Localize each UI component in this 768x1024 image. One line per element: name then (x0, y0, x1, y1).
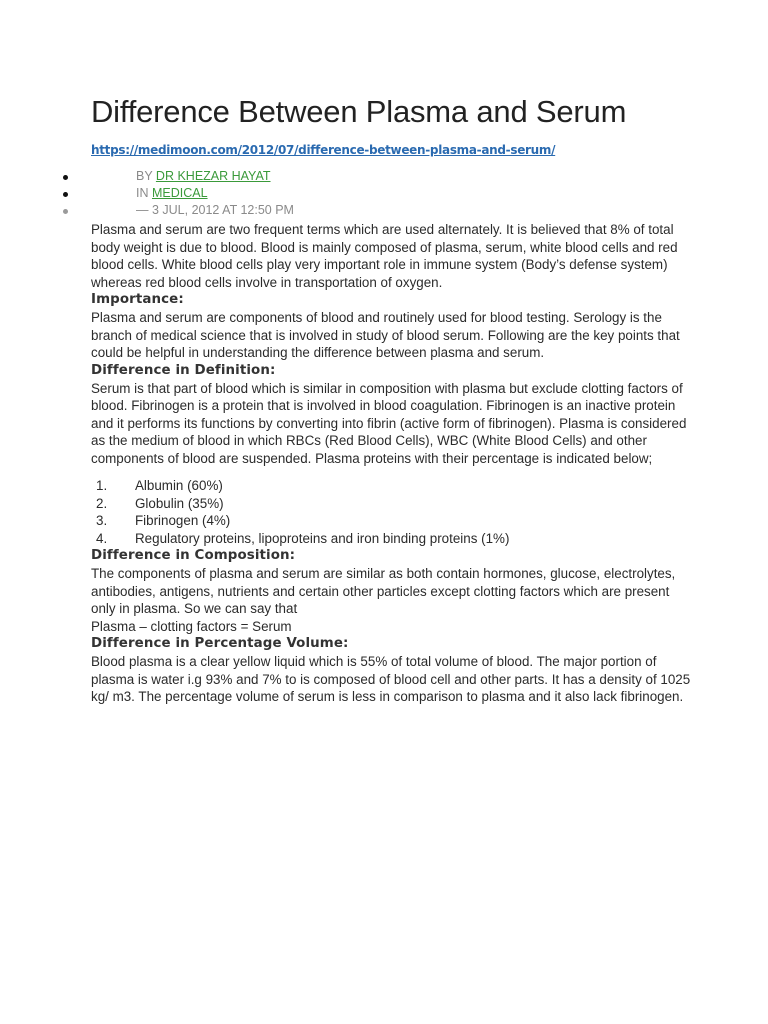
definition-paragraph: Serum is that part of blood which is similar in composition with plasma but exclude clotting factors of blood. Fibrinogen is a protein that is involved in blood coagulation. Fibrinogen is an inactive protein and it performs its functions by converting into fibrin (active form of fibrinogen). Plasma is considered as the medium of blood in which RBCs (Red Blood Cells), WBC (White Blood Cells) and other components of blood are suspended. Plasma proteins with their percentage is indicated below; (91, 380, 687, 466)
list-item (91, 530, 691, 548)
meta-date-text: — 3 JUL, 2012 AT 12:50 PM (136, 203, 294, 217)
article-body (91, 221, 691, 706)
importance-paragraph: Plasma and serum are components of blood and routinely used for blood testing. Serology is the branch of medical science that is involved in study of blood serum. Following are the key points that could be helpful in understanding the difference between plasma and serum. (91, 310, 680, 360)
article-meta-list (0, 168, 768, 219)
list-item-text: Fibrinogen (4%) (135, 513, 231, 528)
bullet-icon (63, 192, 68, 197)
definition-heading: Difference in Definition: (91, 362, 276, 378)
meta-category-item (0, 185, 768, 202)
meta-author-text (136, 168, 271, 185)
by-prefix: BY (136, 169, 156, 183)
category-link[interactable]: MEDICAL (151, 186, 208, 200)
meta-author-item (0, 168, 768, 185)
list-number: 2. (96, 495, 108, 511)
source-url-link[interactable]: https://medimoon.com/2012/07/difference-between-plasma-and-serum/ (91, 143, 556, 157)
composition-formula: Plasma – clotting factors = Serum (91, 618, 292, 634)
composition-paragraph: The components of plasma and serum are similar as both contain hormones, glucose, electrolytes, antibodies, antigens, nutrients and certain other particles except clotting factors which are present only in plasma. So we can say that (91, 566, 676, 616)
list-item (91, 495, 691, 513)
composition-heading: Difference in Composition: (91, 548, 296, 563)
page-title: Difference Between Plasma and Serum (91, 94, 627, 129)
list-item-text: Albumin (60%) (135, 478, 223, 493)
meta-date-item (0, 202, 768, 219)
list-item-text: Globulin (35%) (135, 495, 224, 511)
volume-paragraph: Blood plasma is a clear yellow liquid which is 55% of total volume of blood. The major portion of plasma is water i.g 93% and 7% to is composed of blood cell and other parts. It has a density of 1025 kg/ m3. The percentage volume of serum is less in comparison to plasma and it also lack fibrinogen. (91, 654, 691, 704)
list-item (91, 512, 691, 530)
bullet-icon (63, 209, 68, 214)
list-number: 3. (96, 513, 108, 528)
author-link[interactable]: DR KHEZAR HAYAT (155, 169, 271, 183)
list-number: 1. (96, 478, 108, 493)
list-item-text: Regulatory proteins, lipoproteins and iron binding proteins (1%) (135, 530, 510, 546)
importance-heading: Importance: (91, 292, 184, 307)
volume-heading: Difference in Percentage Volume: (91, 636, 349, 651)
meta-category-text (136, 185, 208, 202)
list-item (91, 477, 691, 495)
intro-paragraph: Plasma and serum are two frequent terms which are used alternately. It is believed that 8% of total body weight is due to blood. Blood is mainly composed of plasma, serum, white blood cells and red blood cells. White blood cells play very important role in immune system (Body’s defense system) whereas red blood cells involve in transportation of oxygen. (91, 222, 678, 290)
plasma-proteins-list (91, 477, 691, 547)
list-number: 4. (96, 530, 108, 546)
bullet-icon (63, 175, 68, 180)
in-prefix: IN (136, 186, 152, 200)
